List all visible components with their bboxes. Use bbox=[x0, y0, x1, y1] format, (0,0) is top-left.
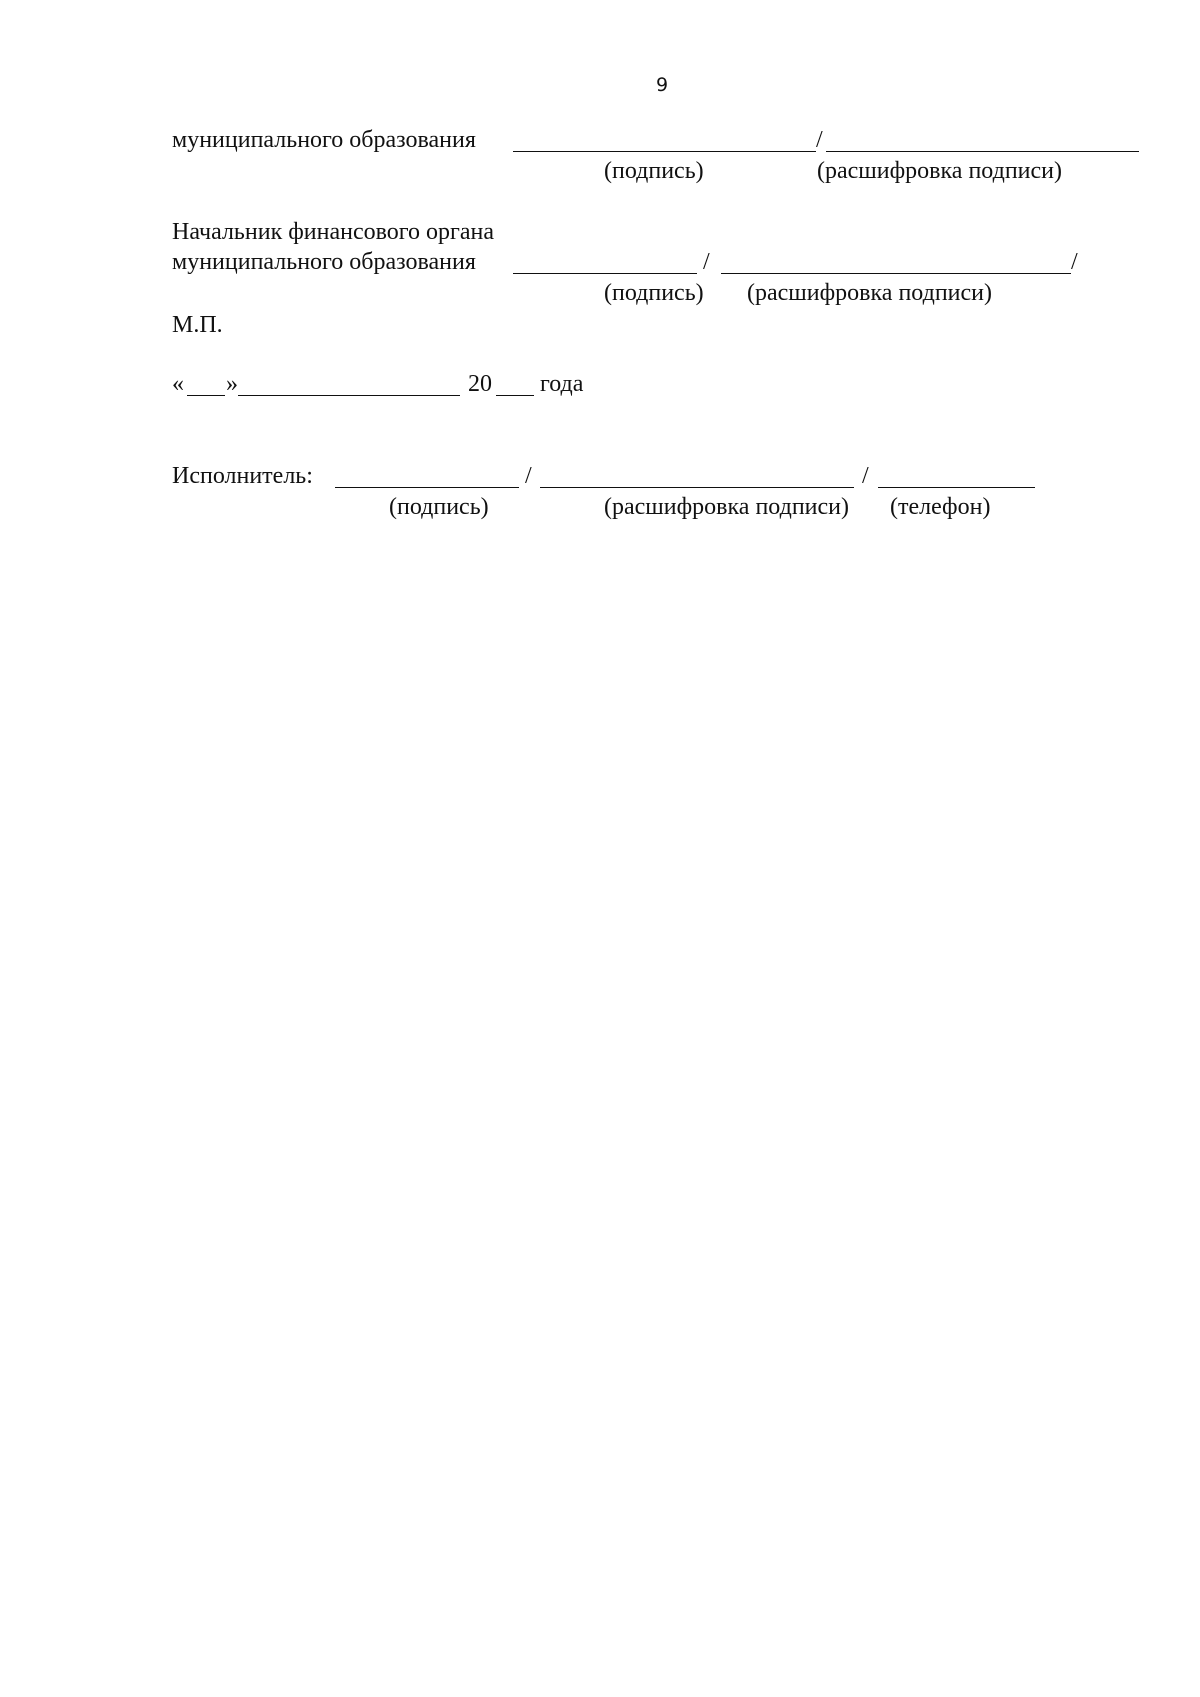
separator-slash: / bbox=[525, 463, 532, 489]
date-year-suffix: года bbox=[540, 371, 584, 397]
signature-line bbox=[513, 273, 697, 274]
date-close-quote: » bbox=[226, 371, 238, 397]
stamp-label: М.П. bbox=[172, 312, 223, 338]
separator-slash: / bbox=[816, 127, 823, 153]
date-day-line bbox=[187, 395, 225, 396]
separator-slash: / bbox=[862, 463, 869, 489]
page-number: 9 bbox=[656, 74, 669, 96]
date-year-prefix: 20 bbox=[468, 371, 492, 397]
caption-signature: (подпись) bbox=[604, 280, 704, 306]
phone-line bbox=[878, 487, 1035, 488]
signature-decoding-line bbox=[721, 273, 1071, 274]
caption-signature-decoding: (расшифровка подписи) bbox=[747, 280, 992, 306]
date-year-line bbox=[496, 395, 534, 396]
municipality-label: муниципального образования bbox=[172, 127, 476, 153]
date-open-quote: « bbox=[172, 371, 184, 397]
signature-line bbox=[513, 151, 816, 152]
finance-head-title: Начальник финансового органа bbox=[172, 219, 495, 245]
signature-decoding-line bbox=[826, 151, 1139, 152]
caption-signature-decoding: (расшифровка подписи) bbox=[817, 158, 1062, 184]
separator-slash: / bbox=[703, 249, 710, 275]
signature-line bbox=[335, 487, 519, 488]
caption-signature: (подпись) bbox=[389, 494, 489, 520]
caption-signature-decoding: (расшифровка подписи) bbox=[604, 494, 849, 520]
signature-decoding-line bbox=[540, 487, 854, 488]
executor-label: Исполнитель: bbox=[172, 463, 313, 489]
separator-slash: / bbox=[1071, 249, 1078, 275]
caption-signature: (подпись) bbox=[604, 158, 704, 184]
municipality-label: муниципального образования bbox=[172, 249, 476, 275]
date-month-line bbox=[238, 395, 460, 396]
caption-phone: (телефон) bbox=[890, 494, 991, 520]
